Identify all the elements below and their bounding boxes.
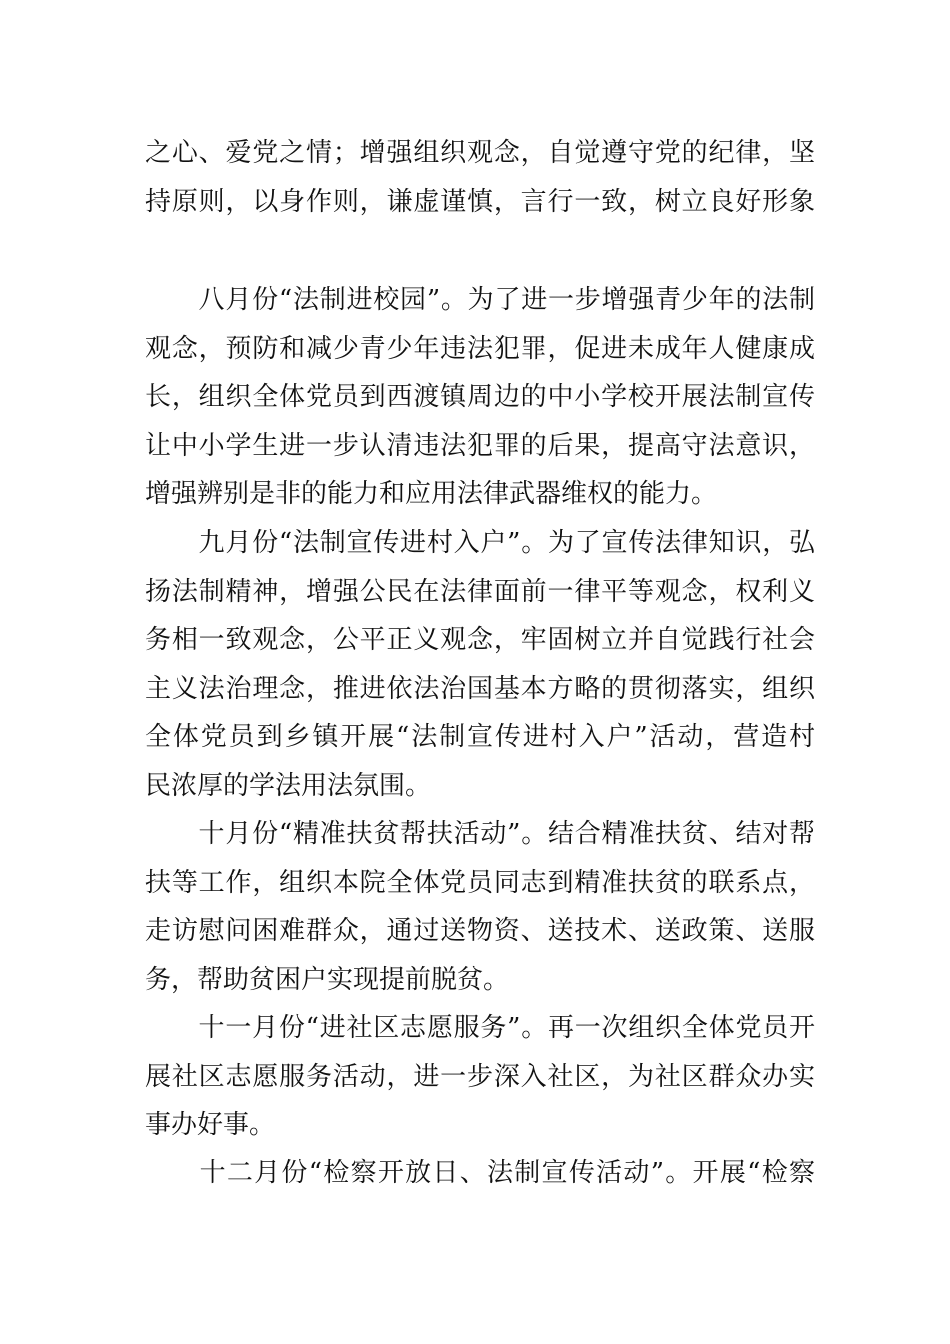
text-line: 扶等工作，组织本院全体党员同志到精准扶贫的联系点， xyxy=(145,867,815,898)
text-line: 展社区志愿服务活动，进一步深入社区，为社区群众办实 xyxy=(145,1061,815,1092)
text-line: 主义法治理念，推进依法治国基本方略的贯彻落实，组织 xyxy=(145,673,815,704)
text-line: 务相一致观念，公平正义观念，牢固树立并自觉践行社会 xyxy=(145,625,815,655)
text-line: 扬法制精神，增强公民在法律面前一律平等观念，权利义 xyxy=(145,576,815,607)
text-line: 全体党员到乡镇开展“法制宣传进村入户”活动，营造村 xyxy=(145,722,815,752)
text-line: 十月份“精准扶贫帮扶活动”。结合精准扶贫、结对帮 xyxy=(145,819,815,849)
text-line: 事办好事。 xyxy=(145,1110,276,1140)
text-line: 走访慰问困难群众，通过送物资、送技术、送政策、送服 xyxy=(145,916,815,946)
paragraph-august xyxy=(145,276,815,519)
paragraph-october xyxy=(145,810,815,1004)
text-line: 务，帮助贫困户实现提前脱贫。 xyxy=(145,964,510,995)
text-line: 观念，预防和减少青少年违法犯罪，促进未成年人健康成 xyxy=(145,333,815,364)
paragraph-december xyxy=(145,1149,815,1198)
paragraph-continuation xyxy=(145,129,815,226)
text-line: 长，组织全体党员到西渡镇周边的中小学校开展法制宣传 xyxy=(145,382,815,412)
text-line: 十二月份“检察开放日、法制宣传活动”。开展“检察 xyxy=(145,1158,815,1188)
text-line: 八月份“法制进校园”。为了进一步增强青少年的法制 xyxy=(145,285,815,315)
paragraph-november xyxy=(145,1004,815,1150)
text-line: 十一月份“进社区志愿服务”。再一次组织全体党员开 xyxy=(145,1013,815,1043)
text-line: 民浓厚的学法用法氛围。 xyxy=(145,770,432,801)
text-line: 持原则，以身作则，谦虚谨慎，言行一致，树立良好形象 xyxy=(145,186,815,217)
text-line: 之心、爱党之情；增强组织观念，自觉遵守党的纪律，坚 xyxy=(145,138,815,168)
text-line: 让中小学生进一步认清违法犯罪的后果，提高守法意识， xyxy=(145,430,815,461)
text-line: 九月份“法制宣传进村入户”。为了宣传法律知识，弘 xyxy=(145,528,815,558)
text-line: 增强辨别是非的能力和应用法律武器维权的能力。 xyxy=(145,479,718,509)
paragraph-september xyxy=(145,519,815,810)
